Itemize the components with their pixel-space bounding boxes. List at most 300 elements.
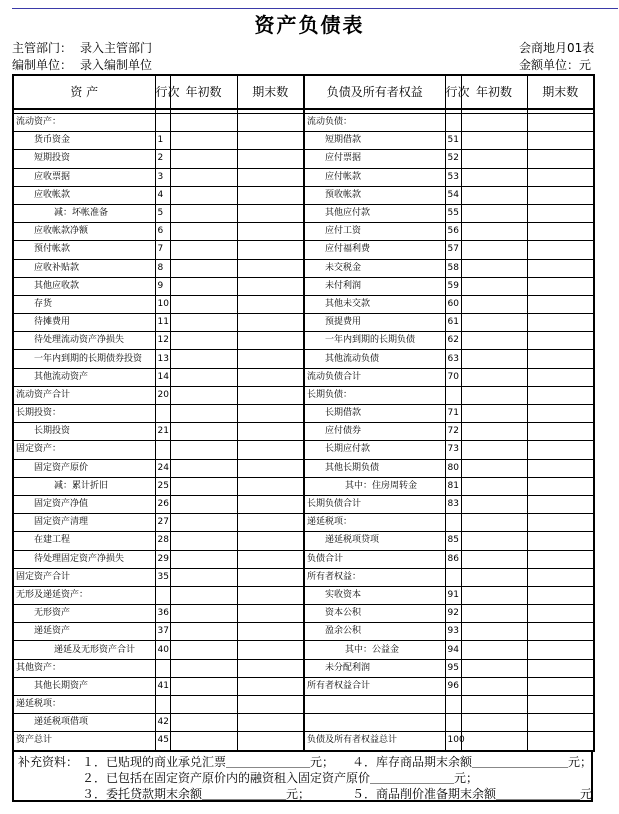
asset-item: 预付帐款	[13, 241, 155, 259]
asset-begin-value[interactable]	[170, 186, 237, 204]
header-begin-2: 年初数	[461, 75, 527, 109]
table-row	[13, 514, 594, 532]
table-row	[13, 495, 594, 513]
supplement-item-1: １．已贴现的商业承兑汇票＿＿＿＿＿＿＿元；	[82, 755, 335, 769]
asset-line-number: 5	[155, 204, 170, 222]
asset-begin-value[interactable]	[170, 295, 237, 313]
liability-line-number: 100	[445, 732, 461, 751]
asset-begin-value[interactable]	[170, 459, 237, 477]
liability-begin-value[interactable]	[461, 386, 527, 404]
asset-end-value[interactable]	[237, 532, 304, 550]
asset-line-number	[155, 659, 170, 677]
liability-end-value[interactable]	[527, 368, 594, 386]
table-row	[13, 423, 594, 441]
liability-line-number: 70	[445, 368, 461, 386]
asset-end-value[interactable]	[237, 441, 304, 459]
liability-item: 其中：公益金	[304, 641, 445, 659]
table-row	[13, 223, 594, 241]
liability-begin-value[interactable]	[461, 350, 527, 368]
liability-item	[304, 714, 445, 732]
asset-line-number: 11	[155, 314, 170, 332]
liability-line-number: 63	[445, 350, 461, 368]
asset-item: 减：累计折旧	[13, 477, 155, 495]
liability-item: 其中：住房周转金	[304, 477, 445, 495]
supplement-item-5: ５．商品削价准备期末余额＿＿＿＿＿＿＿元	[352, 787, 593, 801]
liability-begin-value[interactable]	[461, 550, 527, 568]
asset-begin-value[interactable]	[170, 277, 237, 295]
liability-begin-value[interactable]	[461, 150, 527, 168]
liability-begin-value[interactable]	[461, 168, 527, 186]
table-row	[13, 714, 594, 732]
supplement-label: 补充资料：	[18, 755, 79, 769]
asset-line-number: 42	[155, 714, 170, 732]
liability-end-value[interactable]	[527, 605, 594, 623]
liability-line-number: 85	[445, 532, 461, 550]
liability-end-value[interactable]	[527, 423, 594, 441]
liability-item: 应付福利费	[304, 241, 445, 259]
asset-begin-value[interactable]	[170, 241, 237, 259]
asset-begin-value[interactable]	[170, 441, 237, 459]
liability-end-value[interactable]	[527, 732, 594, 751]
asset-line-number: 7	[155, 241, 170, 259]
liability-item: 应付帐款	[304, 168, 445, 186]
asset-line-number: 14	[155, 368, 170, 386]
dept-label: 主管部门：	[12, 41, 73, 55]
asset-line-number: 26	[155, 495, 170, 513]
liability-item: 盈余公积	[304, 623, 445, 641]
asset-end-value[interactable]	[237, 714, 304, 732]
asset-begin-value[interactable]	[170, 696, 237, 714]
asset-item: 流动资产：	[13, 114, 155, 132]
asset-item: 无形资产	[13, 605, 155, 623]
asset-end-value[interactable]	[237, 568, 304, 586]
liability-item: 其他应付款	[304, 204, 445, 222]
table-row	[13, 259, 594, 277]
asset-end-value[interactable]	[237, 314, 304, 332]
table-row	[13, 204, 594, 222]
asset-end-value[interactable]	[237, 550, 304, 568]
header-row	[13, 75, 594, 109]
liability-item: 流动负债合计	[304, 368, 445, 386]
liability-line-number: 72	[445, 423, 461, 441]
table-row	[13, 186, 594, 204]
liability-end-value[interactable]	[527, 241, 594, 259]
asset-line-number	[155, 696, 170, 714]
asset-line-number: 36	[155, 605, 170, 623]
liability-item: 递延税项：	[304, 514, 445, 532]
liability-item	[304, 696, 445, 714]
asset-end-value[interactable]	[237, 495, 304, 513]
asset-end-value[interactable]	[237, 295, 304, 313]
liability-end-value[interactable]	[527, 677, 594, 695]
asset-end-value[interactable]	[237, 623, 304, 641]
table-row	[13, 732, 594, 751]
liability-end-value[interactable]	[527, 714, 594, 732]
asset-end-value[interactable]	[237, 368, 304, 386]
asset-item: 待摊费用	[13, 314, 155, 332]
liability-begin-value[interactable]	[461, 423, 527, 441]
liability-begin-value[interactable]	[461, 641, 527, 659]
liability-end-value[interactable]	[527, 550, 594, 568]
asset-end-value[interactable]	[237, 168, 304, 186]
asset-begin-value[interactable]	[170, 714, 237, 732]
table-row	[13, 696, 594, 714]
liability-line-number	[445, 714, 461, 732]
asset-item: 应收票据	[13, 168, 155, 186]
liability-begin-value[interactable]	[461, 204, 527, 222]
asset-begin-value[interactable]	[170, 586, 237, 604]
liability-end-value[interactable]	[527, 332, 594, 350]
liability-item: 负债合计	[304, 550, 445, 568]
liability-begin-value[interactable]	[461, 696, 527, 714]
header-line: 行次	[155, 75, 170, 109]
liability-begin-value[interactable]	[461, 114, 527, 132]
supplement-item-4: ４．库存商品期末余额＿＿＿＿＿＿＿＿元；	[352, 755, 593, 769]
asset-item: 其他长期资产	[13, 677, 155, 695]
asset-begin-value[interactable]	[170, 495, 237, 513]
liability-begin-value[interactable]	[461, 368, 527, 386]
asset-begin-value[interactable]	[170, 568, 237, 586]
asset-item: 货币资金	[13, 132, 155, 150]
table-row	[13, 368, 594, 386]
asset-line-number: 21	[155, 423, 170, 441]
asset-end-value[interactable]	[237, 150, 304, 168]
asset-end-value[interactable]	[237, 605, 304, 623]
liability-item: 其他流动负债	[304, 350, 445, 368]
asset-end-value[interactable]	[237, 423, 304, 441]
asset-end-value[interactable]	[237, 405, 304, 423]
asset-end-value[interactable]	[237, 477, 304, 495]
table-row	[13, 623, 594, 641]
asset-begin-value[interactable]	[170, 114, 237, 132]
asset-begin-value[interactable]	[170, 659, 237, 677]
asset-end-value[interactable]	[237, 277, 304, 295]
liability-end-value[interactable]	[527, 441, 594, 459]
asset-begin-value[interactable]	[170, 405, 237, 423]
liability-end-value[interactable]	[527, 223, 594, 241]
liability-end-value[interactable]	[527, 150, 594, 168]
asset-end-value[interactable]	[237, 204, 304, 222]
liability-item: 预收帐款	[304, 186, 445, 204]
liability-item: 其他长期负债	[304, 459, 445, 477]
liability-begin-value[interactable]	[461, 732, 527, 751]
asset-line-number: 3	[155, 168, 170, 186]
liability-end-value[interactable]	[527, 623, 594, 641]
liability-line-number	[445, 386, 461, 404]
asset-begin-value[interactable]	[170, 386, 237, 404]
liability-end-value[interactable]	[527, 295, 594, 313]
liability-line-number	[445, 696, 461, 714]
liability-item: 资本公积	[304, 605, 445, 623]
liability-begin-value[interactable]	[461, 532, 527, 550]
liability-begin-value[interactable]	[461, 568, 527, 586]
liability-end-value[interactable]	[527, 495, 594, 513]
table-row	[13, 605, 594, 623]
liability-begin-value[interactable]	[461, 295, 527, 313]
asset-line-number: 28	[155, 532, 170, 550]
unit-value[interactable]: 录入编制单位	[80, 58, 153, 72]
asset-end-value[interactable]	[237, 259, 304, 277]
liability-line-number: 94	[445, 641, 461, 659]
asset-begin-value[interactable]	[170, 332, 237, 350]
currency-unit: 金额单位：元	[519, 58, 592, 72]
asset-line-number: 20	[155, 386, 170, 404]
asset-end-value[interactable]	[237, 386, 304, 404]
report-title: 资产负债表	[254, 13, 365, 37]
asset-end-value[interactable]	[237, 732, 304, 751]
asset-end-value[interactable]	[237, 459, 304, 477]
table-row	[13, 168, 594, 186]
asset-item: 待处理流动资产净损失	[13, 332, 155, 350]
liability-begin-value[interactable]	[461, 514, 527, 532]
asset-begin-value[interactable]	[170, 223, 237, 241]
liability-item: 所有者权益：	[304, 568, 445, 586]
table-row	[13, 241, 594, 259]
asset-end-value[interactable]	[237, 696, 304, 714]
asset-begin-value[interactable]	[170, 350, 237, 368]
asset-begin-value[interactable]	[170, 623, 237, 641]
liability-begin-value[interactable]	[461, 623, 527, 641]
asset-item: 无形及递延资产：	[13, 586, 155, 604]
liability-line-number: 83	[445, 495, 461, 513]
liability-begin-value[interactable]	[461, 714, 527, 732]
liability-end-value[interactable]	[527, 168, 594, 186]
asset-item: 短期投资	[13, 150, 155, 168]
asset-end-value[interactable]	[237, 114, 304, 132]
liability-begin-value[interactable]	[461, 586, 527, 604]
asset-end-value[interactable]	[237, 332, 304, 350]
asset-line-number: 35	[155, 568, 170, 586]
asset-item: 固定资产原价	[13, 459, 155, 477]
asset-line-number: 6	[155, 223, 170, 241]
liability-end-value[interactable]	[527, 459, 594, 477]
liability-item: 递延税项贷项	[304, 532, 445, 550]
asset-line-number: 4	[155, 186, 170, 204]
liability-end-value[interactable]	[527, 204, 594, 222]
asset-line-number: 13	[155, 350, 170, 368]
header-begin: 年初数	[170, 75, 237, 109]
asset-item: 其他应收款	[13, 277, 155, 295]
liability-end-value[interactable]	[527, 350, 594, 368]
liability-begin-value[interactable]	[461, 495, 527, 513]
unit-row	[12, 56, 152, 73]
liability-end-value[interactable]	[527, 532, 594, 550]
liability-item: 一年内到期的长期负债	[304, 332, 445, 350]
liability-line-number: 80	[445, 459, 461, 477]
asset-line-number	[155, 441, 170, 459]
liability-line-number: 86	[445, 550, 461, 568]
balance-sheet-table	[12, 74, 595, 752]
liability-end-value[interactable]	[527, 114, 594, 132]
asset-begin-value[interactable]	[170, 514, 237, 532]
liability-end-value[interactable]	[527, 186, 594, 204]
liability-end-value[interactable]	[527, 314, 594, 332]
asset-item: 递延及无形资产合计	[13, 641, 155, 659]
asset-item: 其他流动资产	[13, 368, 155, 386]
asset-begin-value[interactable]	[170, 368, 237, 386]
asset-item: 其他资产：	[13, 659, 155, 677]
liability-begin-value[interactable]	[461, 241, 527, 259]
liability-line-number: 92	[445, 605, 461, 623]
liability-end-value[interactable]	[527, 514, 594, 532]
table-row	[13, 132, 594, 150]
asset-begin-value[interactable]	[170, 677, 237, 695]
asset-item: 应收补贴款	[13, 259, 155, 277]
asset-begin-value[interactable]	[170, 132, 237, 150]
asset-item: 递延资产	[13, 623, 155, 641]
table-row	[13, 295, 594, 313]
table-row	[13, 441, 594, 459]
asset-begin-value[interactable]	[170, 259, 237, 277]
liability-end-value[interactable]	[527, 659, 594, 677]
asset-begin-value[interactable]	[170, 314, 237, 332]
asset-end-value[interactable]	[237, 641, 304, 659]
liability-end-value[interactable]	[527, 477, 594, 495]
asset-item: 在建工程	[13, 532, 155, 550]
asset-item: 固定资产：	[13, 441, 155, 459]
table-row	[13, 586, 594, 604]
asset-item: 长期投资：	[13, 405, 155, 423]
asset-item: 固定资产清理	[13, 514, 155, 532]
liability-item: 长期负债合计	[304, 495, 445, 513]
liability-begin-value[interactable]	[461, 477, 527, 495]
liability-item: 长期负债：	[304, 386, 445, 404]
liability-begin-value[interactable]	[461, 459, 527, 477]
asset-item: 长期投资	[13, 423, 155, 441]
table-row	[13, 314, 594, 332]
liability-end-value[interactable]	[527, 696, 594, 714]
liability-item: 其他未交款	[304, 295, 445, 313]
asset-begin-value[interactable]	[170, 532, 237, 550]
asset-begin-value[interactable]	[170, 550, 237, 568]
asset-end-value[interactable]	[237, 241, 304, 259]
table-row	[13, 641, 594, 659]
asset-end-value[interactable]	[237, 677, 304, 695]
asset-line-number: 40	[155, 641, 170, 659]
asset-line-number	[155, 114, 170, 132]
asset-line-number: 10	[155, 295, 170, 313]
asset-begin-value[interactable]	[170, 641, 237, 659]
asset-line-number	[155, 405, 170, 423]
asset-end-value[interactable]	[237, 132, 304, 150]
liability-line-number: 71	[445, 405, 461, 423]
liability-line-number: 53	[445, 168, 461, 186]
asset-line-number: 9	[155, 277, 170, 295]
liability-end-value[interactable]	[527, 259, 594, 277]
table-row	[13, 550, 594, 568]
dept-value[interactable]: 录入主管部门	[80, 41, 153, 55]
asset-begin-value[interactable]	[170, 168, 237, 186]
liability-begin-value[interactable]	[461, 223, 527, 241]
form-number: 会商地月01表	[519, 41, 595, 55]
liability-end-value[interactable]	[527, 405, 594, 423]
liability-begin-value[interactable]	[461, 186, 527, 204]
liability-line-number: 91	[445, 586, 461, 604]
table-row	[13, 405, 594, 423]
liability-line-number: 96	[445, 677, 461, 695]
asset-end-value[interactable]	[237, 186, 304, 204]
table-row	[13, 568, 594, 586]
liability-begin-value[interactable]	[461, 277, 527, 295]
liability-line-number: 57	[445, 241, 461, 259]
header-line-2: 行次	[445, 75, 461, 109]
table-row	[13, 114, 594, 132]
liability-line-number: 73	[445, 441, 461, 459]
liability-begin-value[interactable]	[461, 259, 527, 277]
asset-end-value[interactable]	[237, 223, 304, 241]
asset-line-number: 45	[155, 732, 170, 751]
asset-end-value[interactable]	[237, 659, 304, 677]
liability-begin-value[interactable]	[461, 314, 527, 332]
asset-end-value[interactable]	[237, 586, 304, 604]
asset-line-number	[155, 586, 170, 604]
liability-begin-value[interactable]	[461, 605, 527, 623]
asset-item: 固定资产合计	[13, 568, 155, 586]
asset-begin-value[interactable]	[170, 477, 237, 495]
liability-item: 未付利润	[304, 277, 445, 295]
liability-end-value[interactable]	[527, 568, 594, 586]
table-row	[13, 659, 594, 677]
supplement-item-3: ３．委托贷款期末余额＿＿＿＿＿＿＿元；	[82, 787, 311, 801]
header-assets: 资 产	[13, 75, 155, 109]
liability-item: 流动负债：	[304, 114, 445, 132]
liability-begin-value[interactable]	[461, 332, 527, 350]
liability-line-number: 81	[445, 477, 461, 495]
liability-begin-value[interactable]	[461, 405, 527, 423]
liability-end-value[interactable]	[527, 586, 594, 604]
table-row	[13, 459, 594, 477]
asset-item: 流动资产合计	[13, 386, 155, 404]
asset-begin-value[interactable]	[170, 732, 237, 751]
liability-begin-value[interactable]	[461, 132, 527, 150]
liability-item: 未分配利润	[304, 659, 445, 677]
dept-row	[12, 39, 152, 56]
asset-item: 存货	[13, 295, 155, 313]
asset-item: 固定资产净值	[13, 495, 155, 513]
liability-line-number: 56	[445, 223, 461, 241]
asset-item: 递延税项借项	[13, 714, 155, 732]
asset-end-value[interactable]	[237, 350, 304, 368]
liability-item: 应付工资	[304, 223, 445, 241]
liability-end-value[interactable]	[527, 277, 594, 295]
liability-begin-value[interactable]	[461, 677, 527, 695]
asset-begin-value[interactable]	[170, 150, 237, 168]
asset-item: 应收帐款净额	[13, 223, 155, 241]
liability-begin-value[interactable]	[461, 441, 527, 459]
table-row	[13, 386, 594, 404]
liability-line-number: 59	[445, 277, 461, 295]
liability-line-number: 55	[445, 204, 461, 222]
header-liabilities: 负债及所有者权益	[304, 75, 445, 109]
liability-line-number: 62	[445, 332, 461, 350]
liability-begin-value[interactable]	[461, 659, 527, 677]
asset-begin-value[interactable]	[170, 423, 237, 441]
asset-begin-value[interactable]	[170, 204, 237, 222]
asset-begin-value[interactable]	[170, 605, 237, 623]
asset-line-number: 24	[155, 459, 170, 477]
liability-item: 所有者权益合计	[304, 677, 445, 695]
asset-end-value[interactable]	[237, 514, 304, 532]
liability-end-value[interactable]	[527, 386, 594, 404]
liability-item: 应付票据	[304, 150, 445, 168]
asset-item: 递延税项：	[13, 696, 155, 714]
liability-end-value[interactable]	[527, 641, 594, 659]
table-row	[13, 332, 594, 350]
asset-item: 资产总计	[13, 732, 155, 751]
liability-line-number: 93	[445, 623, 461, 641]
liability-item: 预提费用	[304, 314, 445, 332]
liability-end-value[interactable]	[527, 132, 594, 150]
